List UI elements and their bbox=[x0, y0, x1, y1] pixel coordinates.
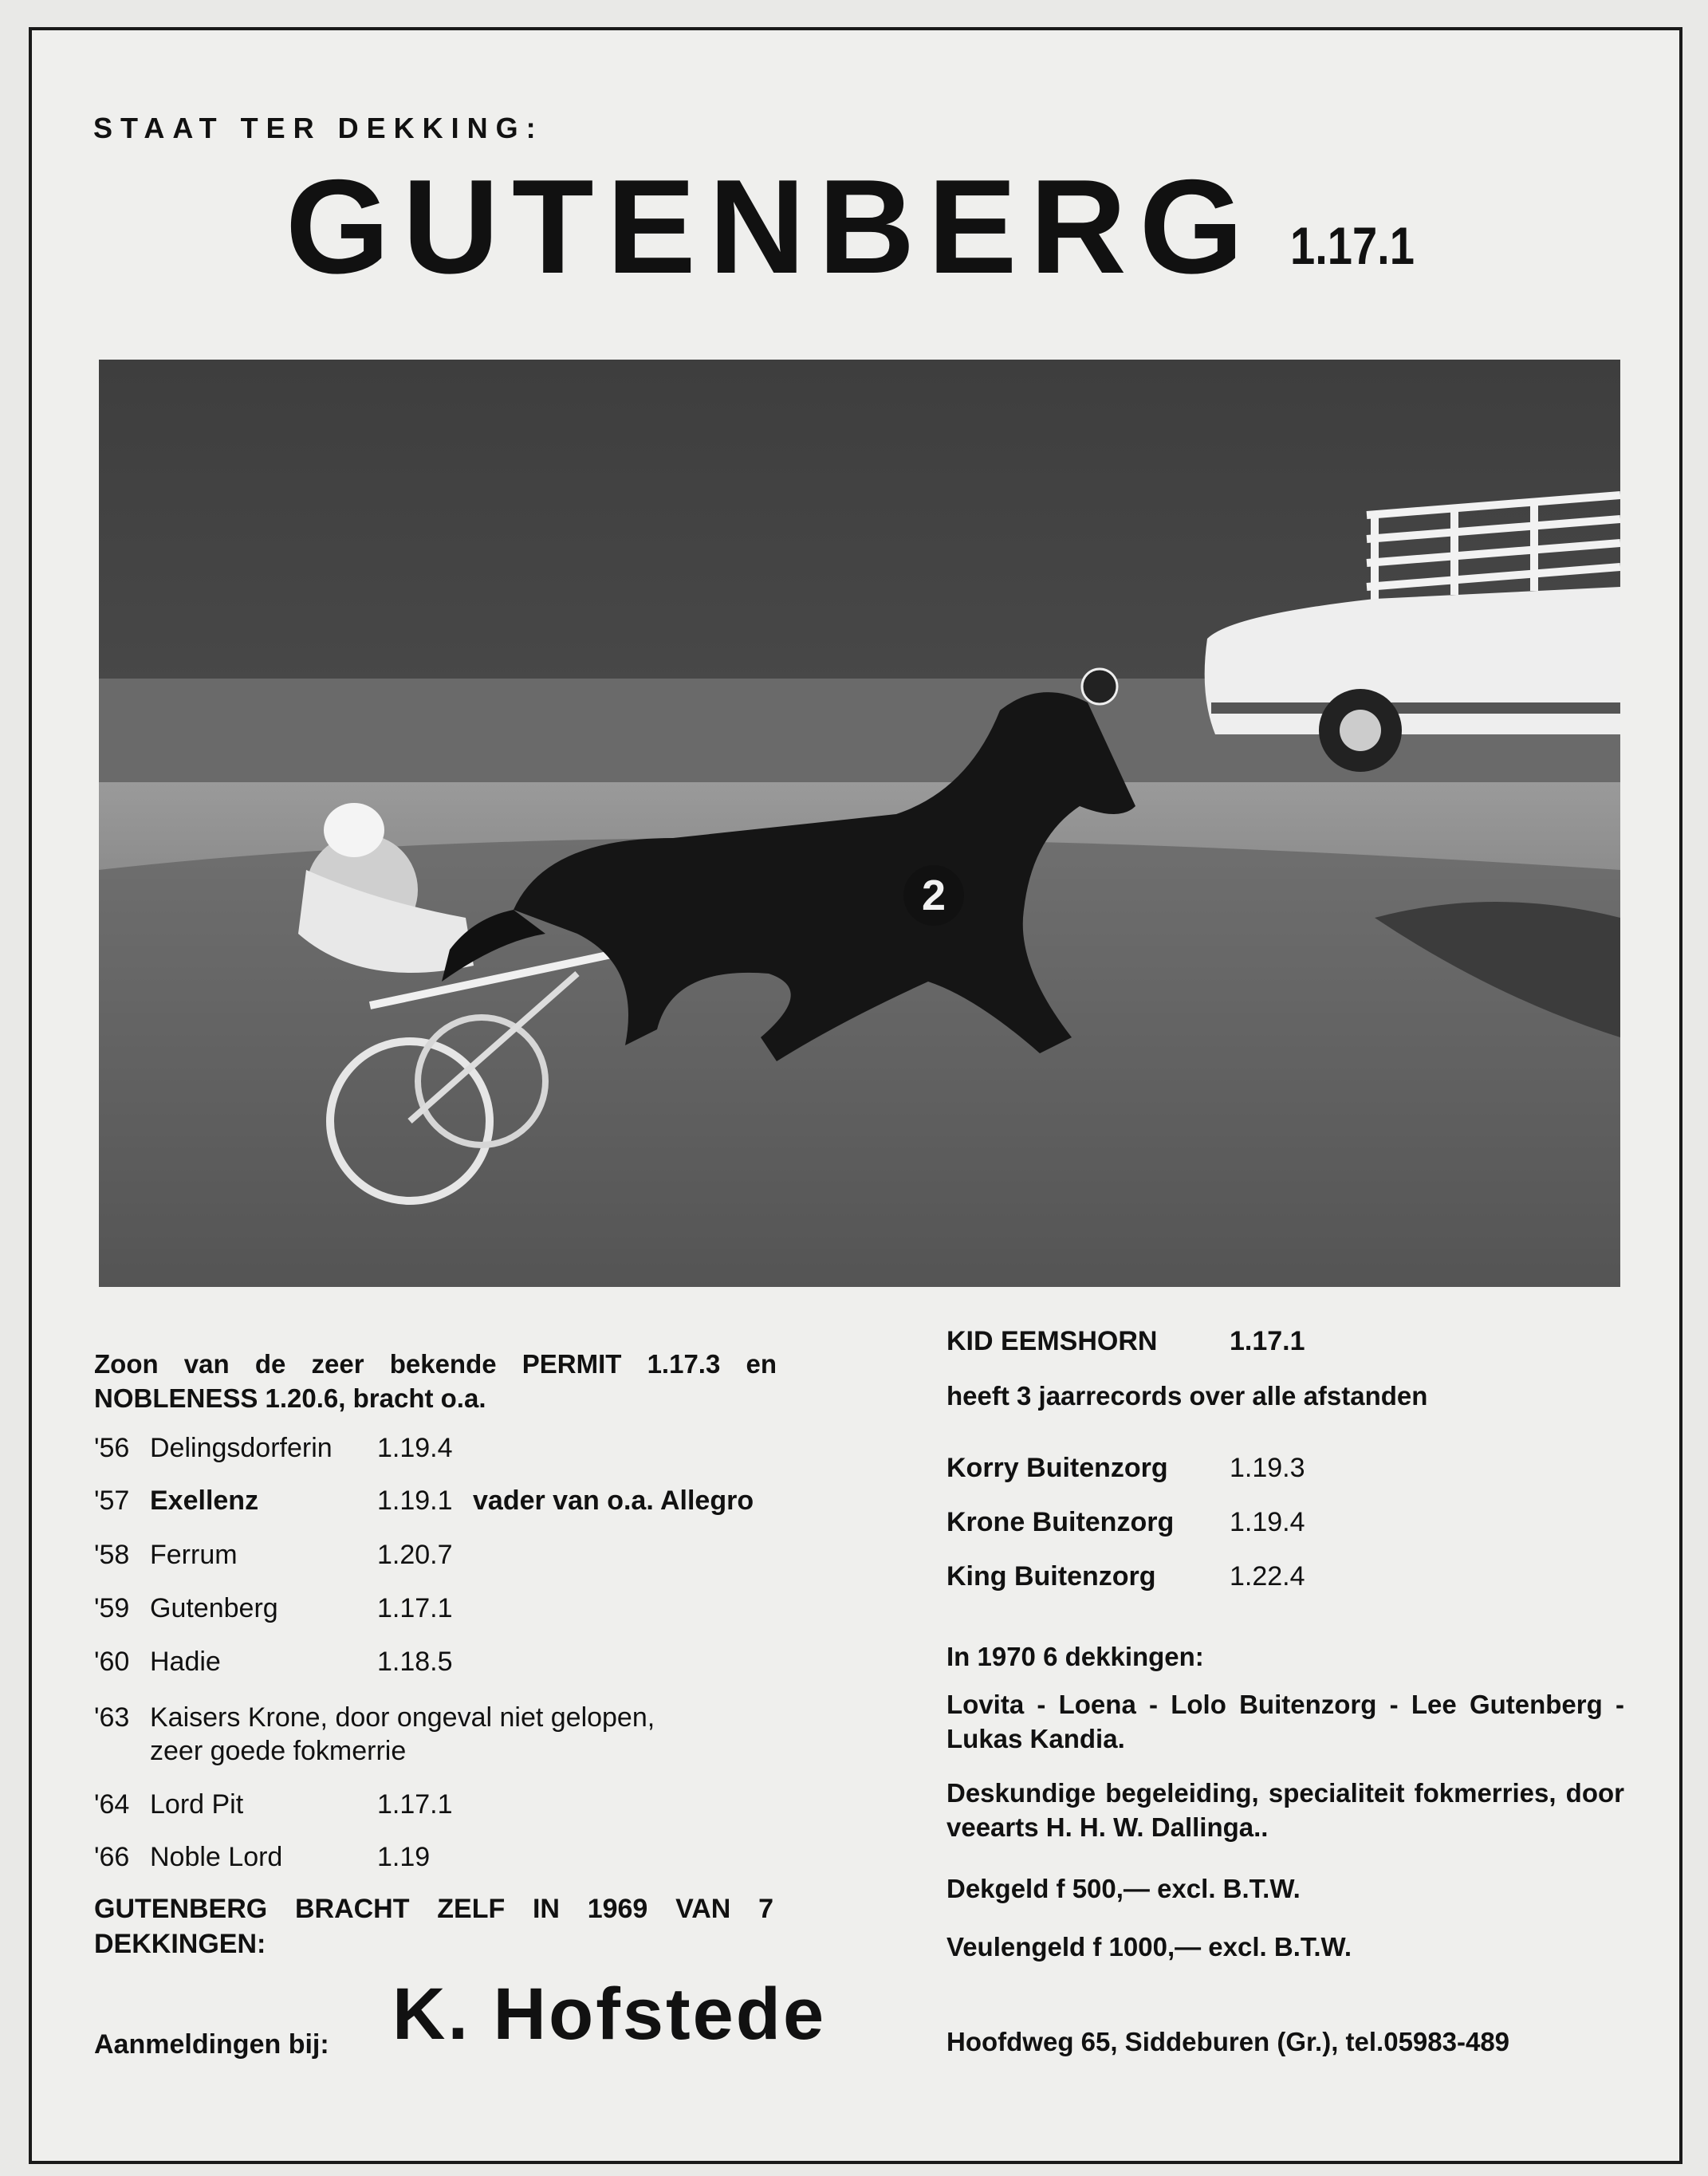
offspring-name: Lord Pit bbox=[150, 1789, 244, 1820]
kid-note: heeft 3 jaarrecords over alle afstanden bbox=[946, 1381, 1428, 1411]
footer-address: Hoofdweg 65, Siddeburen (Gr.), tel.05983-489 bbox=[946, 2027, 1510, 2056]
offspring-year: '66 bbox=[94, 1842, 130, 1872]
offspring-name: Delingsdorferin bbox=[150, 1433, 333, 1463]
fee-dekgeld: Dekgeld f 500,— excl. B.T.W. bbox=[946, 1874, 1301, 1903]
offspring-year: '60 bbox=[94, 1647, 130, 1677]
offspring-year: '59 bbox=[94, 1593, 130, 1623]
offspring-name: Hadie bbox=[150, 1647, 221, 1677]
kid-name: KID EEMSHORN bbox=[946, 1326, 1158, 1356]
foal-name: Krone Buitenzorg bbox=[946, 1507, 1175, 1537]
offspring-time: 1.17.1 bbox=[377, 1593, 453, 1623]
offspring-year: '56 bbox=[94, 1433, 130, 1463]
kid-time: 1.17.1 bbox=[1230, 1326, 1305, 1356]
dekkingen-title: In 1970 6 dekkingen: bbox=[946, 1642, 1204, 1671]
kaisers-line-1: Kaisers Krone, door ongeval niet gelopen, bbox=[150, 1702, 655, 1733]
offspring-name: Gutenberg bbox=[150, 1593, 278, 1623]
kaisers-line-2: zeer goede fokmerrie bbox=[150, 1736, 407, 1766]
dekkingen-list: Lovita - Loena - Lolo Buitenzorg - Lee Gutenberg - Lukas Kandia. bbox=[946, 1690, 1624, 1753]
offspring-year: '63 bbox=[94, 1702, 130, 1733]
offspring-year: '58 bbox=[94, 1540, 130, 1570]
fee-veulengeld: Veulengeld f 1000,— excl. B.T.W. bbox=[946, 1932, 1352, 1962]
foal-time: 1.22.4 bbox=[1230, 1561, 1305, 1592]
offspring-time: 1.18.5 bbox=[377, 1647, 453, 1677]
title-record: 1.17.1 bbox=[1290, 216, 1415, 275]
offspring-name: Exellenz bbox=[150, 1485, 259, 1516]
offspring-time: 1.20.7 bbox=[377, 1540, 453, 1570]
offspring-name: Ferrum bbox=[150, 1540, 238, 1570]
foal-time: 1.19.4 bbox=[1230, 1507, 1305, 1537]
offspring-year: '57 bbox=[94, 1485, 130, 1516]
offspring-time: 1.19.1 bbox=[377, 1485, 453, 1516]
intro-text: Zoon van de zeer bekende PERMIT 1.17.3 en NOBLENESS 1.20.6, bracht o.a. bbox=[94, 1349, 777, 1413]
offspring-time: 1.17.1 bbox=[377, 1789, 453, 1820]
horse-number: 2 bbox=[921, 872, 946, 919]
foal-time: 1.19.3 bbox=[1230, 1453, 1305, 1483]
footer-name: K. Hofstede bbox=[392, 1973, 827, 2055]
offspring-time: 1.19.4 bbox=[377, 1433, 453, 1463]
page-title: GUTENBERG bbox=[285, 151, 1257, 301]
closing-text: GUTENBERG BRACHT ZELF IN 1969 VAN 7 DEKKINGEN: bbox=[94, 1894, 773, 1960]
trotting-photo bbox=[99, 360, 1620, 1287]
foal-name: Korry Buitenzorg bbox=[946, 1453, 1168, 1483]
kicker: STAAT TER DEKKING: bbox=[93, 112, 544, 144]
footer-label: Aanmeldingen bij: bbox=[94, 2029, 329, 2060]
offspring-name: Noble Lord bbox=[150, 1842, 283, 1872]
care-text: Deskundige begeleiding, specialiteit fokmerries, door veearts H. H. W. Dallinga.. bbox=[946, 1778, 1624, 1842]
offspring-note: vader van o.a. Allegro bbox=[473, 1485, 754, 1516]
offspring-year: '64 bbox=[94, 1789, 130, 1820]
foal-name: King Buitenzorg bbox=[946, 1561, 1156, 1592]
offspring-time: 1.19 bbox=[377, 1842, 431, 1872]
